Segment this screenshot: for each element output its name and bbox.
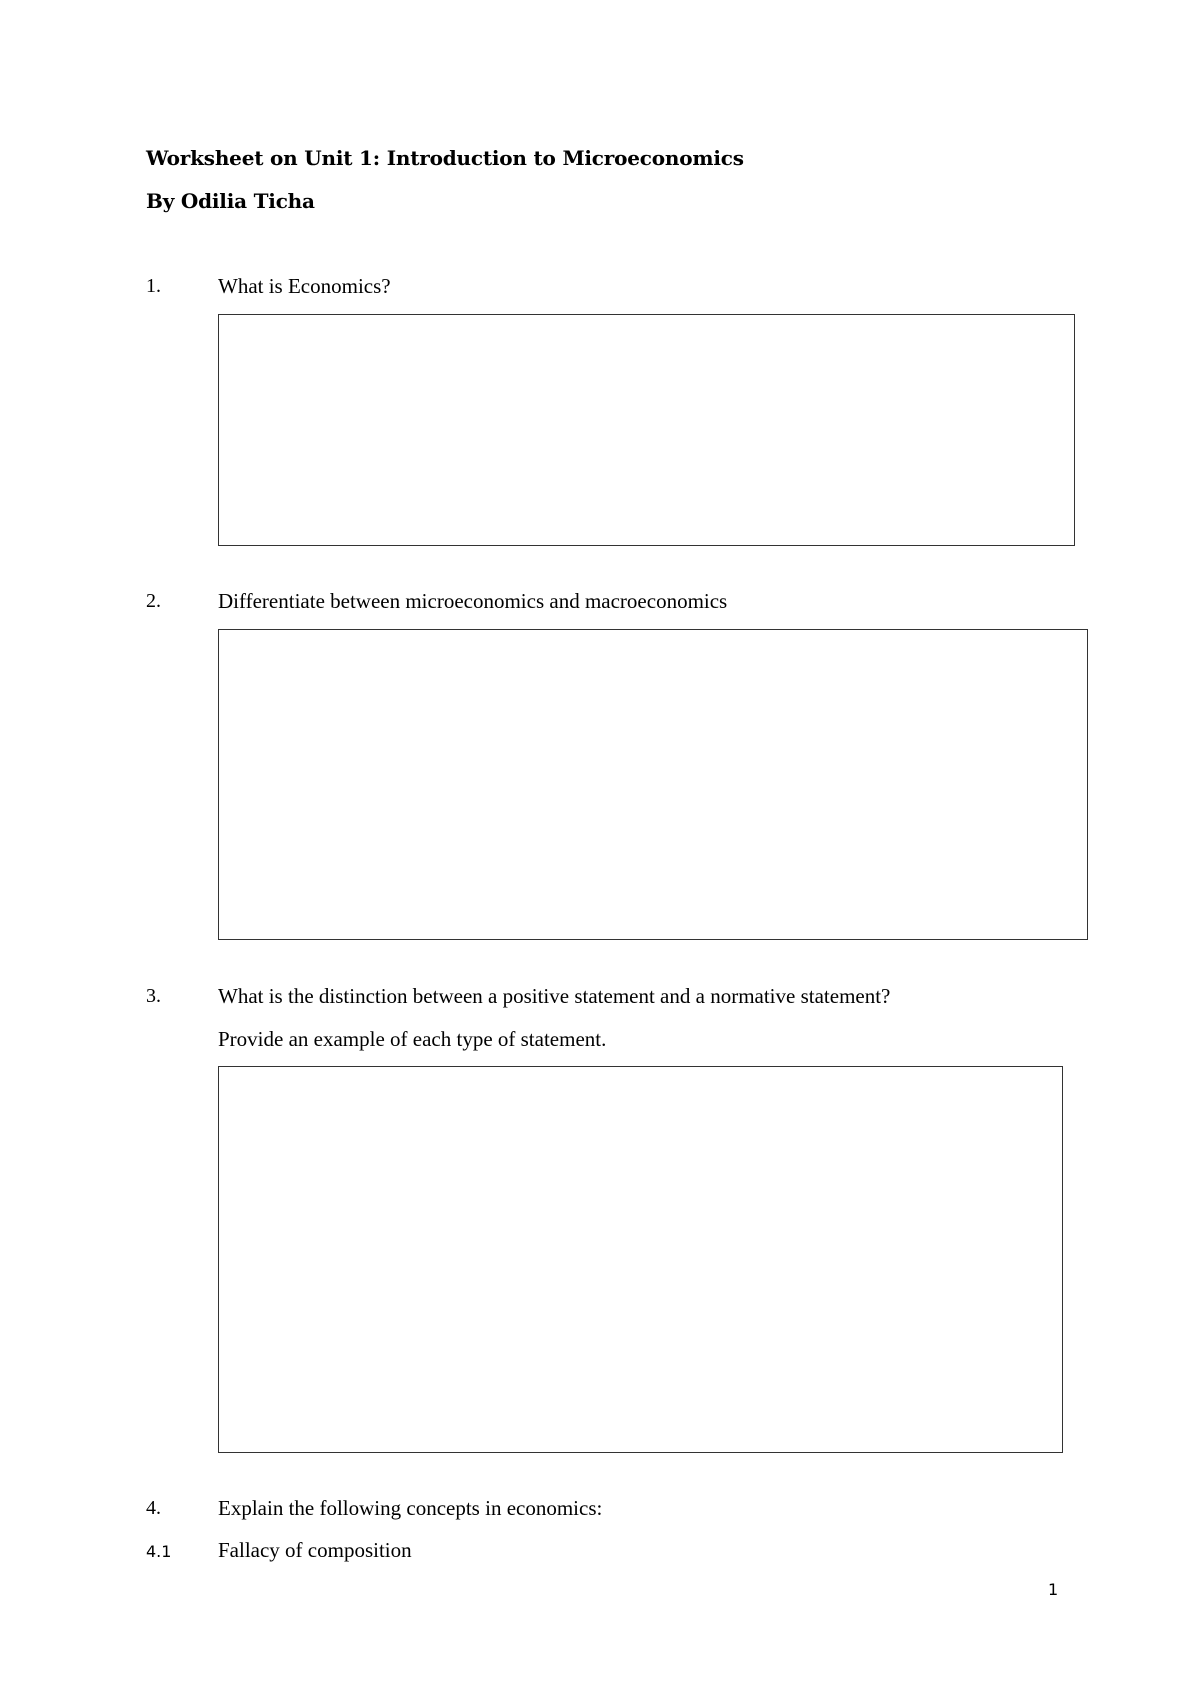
answer-box-2[interactable] — [218, 629, 1088, 940]
question-3-text: What is the distinction between a positive statement and a normative statement? — [218, 984, 891, 1008]
subquestion-4-1-number: 4.1 — [146, 1542, 172, 1561]
question-3-text-line2: Provide an example of each type of statement. — [218, 1027, 607, 1051]
document-title: Worksheet on Unit 1: Introduction to Microeconomics — [146, 146, 744, 170]
subquestion-4-1-text: Fallacy of composition — [218, 1538, 412, 1562]
answer-box-3[interactable] — [218, 1066, 1063, 1453]
question-4-text: Explain the following concepts in economics: — [218, 1496, 603, 1520]
question-1-number: 1. — [146, 275, 161, 297]
question-4-number: 4. — [146, 1497, 161, 1519]
document-author: By Odilia Ticha — [146, 189, 315, 213]
question-3-number: 3. — [146, 985, 161, 1007]
answer-box-1[interactable] — [218, 314, 1075, 546]
question-2-text: Differentiate between microeconomics and macroeconomics — [218, 589, 728, 613]
page-number: 1 — [1048, 1580, 1059, 1599]
question-1-text: What is Economics? — [218, 274, 391, 298]
question-2-number: 2. — [146, 590, 161, 612]
